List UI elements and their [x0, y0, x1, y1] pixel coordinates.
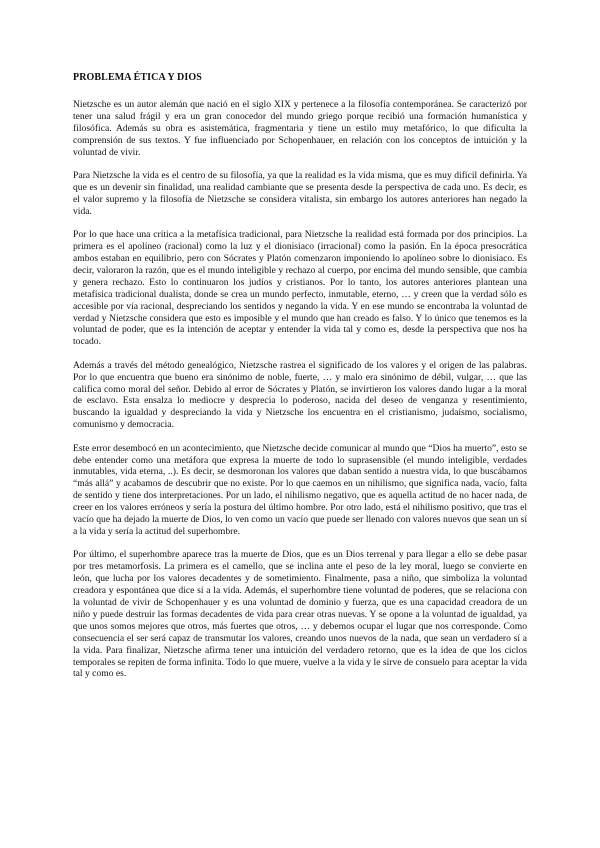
document-title: PROBLEMA ÉTICA Y DIOS — [73, 72, 202, 83]
paragraph-death-of-god: Este error desembocó en un acontecimiento, que Nietzsche decide comunicar al mundo que “Dios ha muerto”, esto se debe entender como una metáfora que expresa la muerte de todo lo suprasensible (el mundo inteligible, verdades inmutables, vida eterna, ..). Es decir, se desmoronan los valores que daban sentido a nuestra vida, lo que buscábamos “más allá” y acabamos de descubrir que no existe. Por lo que caemos en un nihilismo, que significa nada, vacío, falta de sentido y tiene dos interpretaciones. Por un lado, el nihilismo negativo, que es aquella actitud de no hacer nada, de creer en los valores erróneos y sería la postura del último hombre. Por otro lado, está el nihilismo positivo, que tras el vacío que ha dejado la muerte de Dios, lo ven como un vacío que puede ser llenado con valores nuevos que sean un sí a la vida y sería la actitud del superhombre. — [73, 442, 527, 537]
paragraph-superman: Por último, el superhombre aparece tras la muerte de Dios, que es un Dios terrenal y para llegar a ello se debe pasar por tres metamorfosis. La primera es el camello, que se inclina ante el peso de la ley moral, luego se convierte en león, que lucha por los valores decadentes y de sometimiento. Finalmente, pasa a niño, que simboliza la voluntad creadora y espontánea que dice sí a la vida. Además, el superhombre tiene voluntad de poderes, que se relaciona con la voluntad de vivir de Schopenhauer y es una voluntad de dominio y fuerza, que es una capacidad creadora de un niño y puede destruir las formas decadentes de vida para crear otras nuevas. Y se opone a la voluntad de igualdad, ya que unos somos mejores que otros, más fuertes que otros, … y debemos ocupar el lugar que nos corresponde. Como consecuencia el ser será capaz de transmutar los valores, creando unos nuevos de la nada, que sean un verdadero sí a la vida. Para finalizar, Nietzsche afirma tener una intuición del verdadero retorno, que es la idea de que los ciclos temporales se repiten de forma infinita. Todo lo que muere, vuelve a la vida y le sirve de consuelo para aceptar la vida tal y como es. — [73, 549, 527, 680]
paragraph-genealogy: Además a través del método genealógico, Nietzsche rastrea el significado de los valores y el origen de las palabras. Por lo que encuentra que bueno era sinónimo de noble, fuerte, … y malo era sinónimo de débil, vulgar, … que las califica como moral del señor. Debido al error de Sócrates y Platón, se invirtieron los valores dando lugar a la moral de esclavo. Esta ensalza lo mediocre y desprecia lo poderoso, nacida del deseo de venganza y resentimiento, buscando la igualdad y despreciando la vida y Nietzsche los encuentra en el cristianismo, judaísmo, socialismo, comunismo y democracia. — [73, 359, 527, 431]
paragraph-life: Para Nietzsche la vida es el centro de su filosofía, ya que la realidad es la vida misma, que es muy difícil definirla. Ya que es un devenir sin finalidad, una realidad cambiante que se presenta desde la perspectiva de cada uno. Es decir, es el valor supremo y la filosofía de Nietzsche se considera vitalista, sin embargo los autores anteriores han negado la vida. — [73, 170, 527, 217]
paragraph-intro: Nietzsche es un autor alemán que nació en el siglo XIX y pertenece a la filosofía contemporánea. Se caracterizó por tener una salud frágil y era un gran conocedor del mundo griego porque recibió una formación humanística y filosófica. Además su obra es asistemática, fragmentaria y tiene un estilo muy metafórico, lo que dificulta la comprensión de sus textos. Y fue influenciado por Schopenhauer, en relación con los conceptos de intuición y la voluntad de vivir. — [73, 99, 527, 158]
paragraph-metaphysics: Por lo que hace una crítica a la metafísica tradicional, para Nietzsche la realidad está formada por dos principios. La primera es el apolíneo (racional) como la luz y el dionisíaco (irracional) como la pasión. En la época presocrática ambos estaban en equilibrio, pero con Sócrates y Platón comenzaron imponiendo lo apolíneo sobre lo dionisíaco. Es decir, valoraron la razón, que es el mundo inteligible y rechazo al cuerpo, por encima del mundo sensible, que cambia y genera rechazo. Esto lo continuaron los judíos y cristianos. Por lo tanto, los autores anteriores plantean una metafísica tradicional dualista, donde se crea un mundo perfecto, inmutable, eterno, … y creen que la verdad sólo es accesible por vía racional, despreciando los sentidos y negando la vida. Y en ese mundo se encontraba la voluntad de verdad y Nietzsche considera que esto es imposible y el mundo que han creado es falso. Y lo único que tenemos es la voluntad de poder, que es la intención de aceptar y entender la vida tal y como es, desde la perspectiva que nos ha tocado. — [73, 229, 527, 348]
document-body — [73, 72, 527, 692]
